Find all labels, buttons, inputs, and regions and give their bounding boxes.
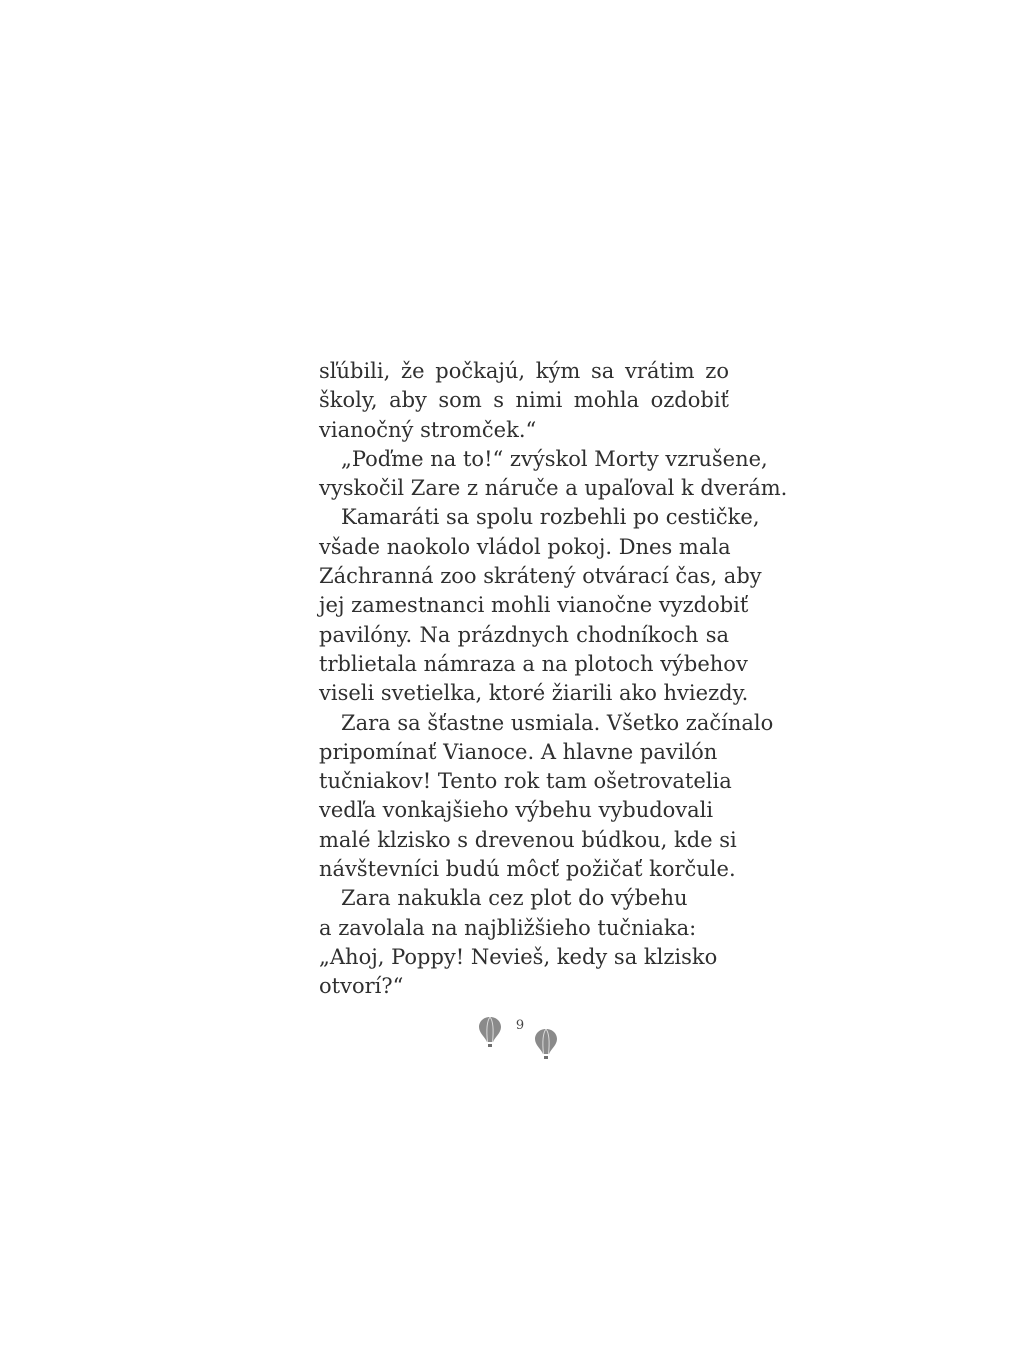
text-line: „Ahoj, Poppy! Nevieš, kedy sa klzisko xyxy=(319,944,718,969)
text-line: Zara sa šťastne usmiala. Všetko začínalo xyxy=(341,710,774,735)
text-line: a zavolala na najbližšieho tučniaka: xyxy=(319,915,697,940)
text-line: „Poďme na to!“ zvýskol Morty vzrušene, xyxy=(341,446,768,471)
text-line: jej zamestnanci mohli vianočne vyzdobiť xyxy=(319,593,749,618)
text-line: pavilóny. Na prázdnych chodníkoch sa xyxy=(319,622,729,647)
text-line: školy, aby som s nimi mohla ozdobiť xyxy=(319,388,729,413)
text-line: vedľa vonkajšieho výbehu vybudovali xyxy=(319,798,714,823)
text-line: vyskočil Zare z náruče a upaľoval k dverám. xyxy=(319,476,788,501)
text-line: Zara nakukla cez plot do výbehu xyxy=(341,886,688,911)
text-line: všade naokolo vládol pokoj. Dnes mala xyxy=(319,534,731,559)
text-line: tučniakov! Tento rok tam ošetrovatelia xyxy=(319,769,732,794)
text-line: Kamaráti sa spolu rozbehli po cestičke, xyxy=(341,505,760,530)
text-line: trblietala námraza a na plotoch výbehov xyxy=(319,651,748,676)
body-text xyxy=(319,357,788,1002)
hot-air-balloon-icon xyxy=(534,1028,558,1062)
text-line: Záchranná zoo skrátený otvárací čas, aby xyxy=(319,564,762,589)
text-line: otvorí?“ xyxy=(319,974,404,999)
hot-air-balloon-icon xyxy=(478,1016,502,1050)
page-footer xyxy=(470,1010,570,1070)
text-line: vianočný stromček.“ xyxy=(319,417,537,442)
text-line: viseli svetielka, ktoré žiarili ako hviezdy. xyxy=(319,681,749,706)
text-line: pripomínať Vianoce. A hlavne pavilón xyxy=(319,739,718,764)
page-number: 9 xyxy=(515,1018,525,1033)
text-line: malé klzisko s drevenou búdkou, kde si xyxy=(319,827,737,852)
text-line: sľúbili, že počkajú, kým sa vrátim zo xyxy=(319,359,729,383)
text-line: návštevníci budú môcť požičať korčule. xyxy=(319,857,736,882)
